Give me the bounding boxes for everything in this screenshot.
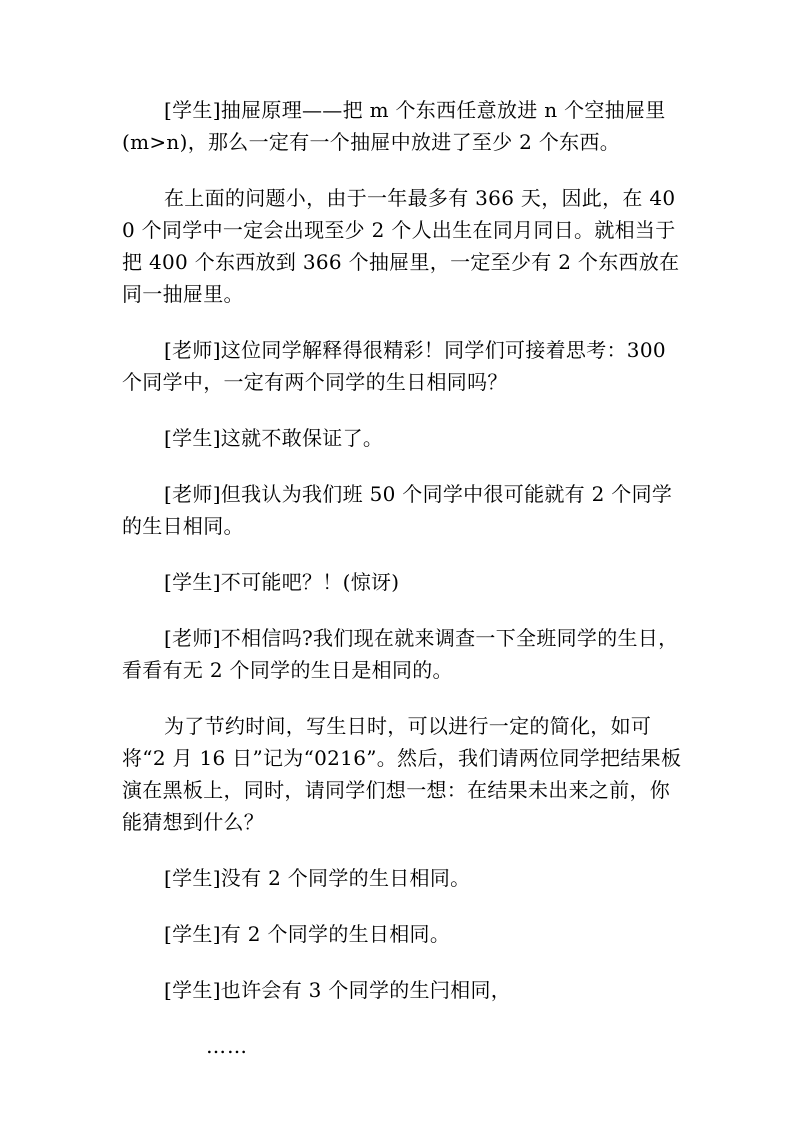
paragraph-teacher-question: [老师]这位同学解释得很精彩！同学们可接着思考：300 个同学中，一定有两个同学的生日相同吗？	[122, 338, 673, 394]
paragraph-teacher-survey: [老师]不相信吗?我们现在就来调查一下全班同学的生日，看看有无 2 个同学的生日是相同的。	[122, 626, 679, 682]
paragraph-explanation: 在上面的问题小，由于一年最多有 366 天，因此，在 400 个同学中一定会出现至少 2 个人出生在同月同日。就相当于把 400 个东西放到 366 个抽屉里，一定至少有 2 个东西放在同一抽屉里。	[122, 186, 680, 306]
document-page	[122, 94, 682, 1062]
paragraph-teacher-claim: [老师]但我认为我们班 50 个同学中很可能就有 2 个同学的生日相同。	[122, 482, 673, 538]
paragraph-student-guess-1: [学生]没有 2 个同学的生日相同。	[164, 866, 471, 890]
paragraph-student-reply-1: [学生]这就不敢保证了。	[164, 426, 384, 450]
paragraph-student-surprise: [学生]不可能吧？！(惊讶)	[164, 570, 400, 594]
paragraph-student-guess-3: [学生]也许会有 3 个同学的生闩相同，	[164, 978, 512, 1002]
paragraph-student-guess-2: [学生]有 2 个同学的生日相同。	[164, 922, 451, 946]
paragraph-instructions: 为了节约时间，写生日时，可以进行一定的简化，如可将“2 月 16 日”记为“0216”。然后，我们请两位同学把结果板演在黑板上，同时，请同学们想一想：在结果未出来之前，你能猜想到什么？	[122, 714, 682, 834]
ellipsis: ……	[206, 1034, 248, 1058]
paragraph-drawer-principle: [学生]抽屉原理——把 m 个东西任意放进 n 个空抽屉里(m>n)，那么一定有一个抽屉中放进了至少 2 个东西。	[122, 98, 666, 154]
